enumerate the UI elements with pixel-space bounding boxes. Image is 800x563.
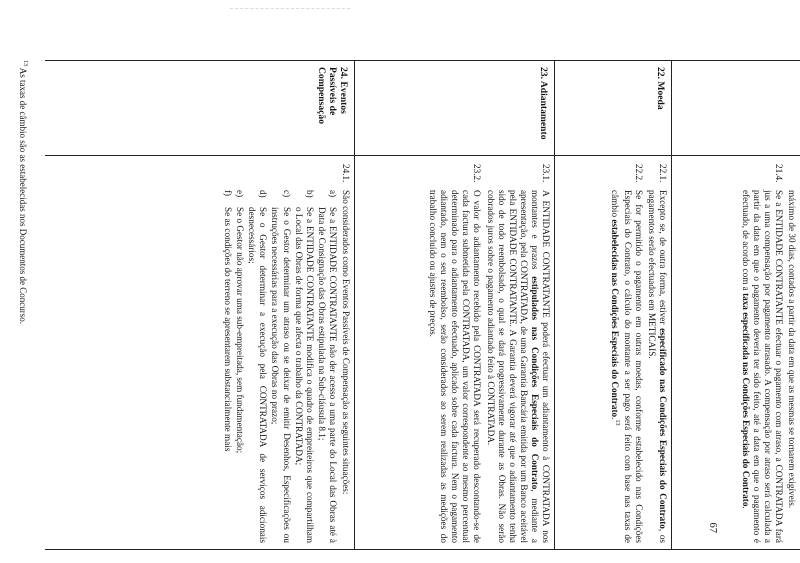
footnote-mark: 13 — [22, 60, 28, 66]
clause-21-label-cell — [672, 61, 800, 156]
clause-21-row — [672, 60, 800, 550]
clause-text: O valor do adiantamento recebido pela CONTRATADA será recuperado descontando-se de cada factura submetida pela CONTRATADA, um valor correspondente ao mesmo percentual determinado para o adiantamento efectuado, aplicado sobre cada factura. Nem o pagamento adiantado, nem o seu reembolso, serão considerados ao serem realizadas as medições do trabalho concluído ou ajustes de preços. — [428, 190, 483, 543]
event-list — [222, 182, 338, 543]
scan-artifact — [230, 8, 350, 13]
clause-21-content — [672, 156, 800, 549]
item-text: Se as condições do terreno se apresentarem substancialmente mais — [223, 207, 234, 452]
item-letter: f) — [223, 190, 234, 197]
item-text: Se o Gestor não aprovar uma sub-empreitada, sem fundamentação; — [235, 207, 246, 454]
list-item — [316, 190, 338, 543]
clause-22-row — [555, 60, 672, 550]
clause-number: 22.1. — [658, 164, 668, 183]
item-letter: b) — [304, 190, 315, 198]
clause-number: 23.2. — [472, 164, 483, 183]
clause-number: 21.4. — [773, 164, 784, 183]
list-item — [246, 190, 268, 543]
clause-text: . — [609, 417, 620, 420]
clause-21-4 — [740, 164, 784, 543]
clause-text: , os pagamentos serão efectuados em METICAIS. — [646, 190, 668, 543]
clause-22-2 — [608, 164, 643, 543]
list-item — [269, 190, 291, 543]
clause-24-row — [45, 60, 355, 550]
list-item — [293, 190, 315, 543]
clause-22-1 — [646, 164, 668, 543]
item-text: Se a ENTIDADE CONTRATANTE modifica o quadro de empreiteiros que compartilham o Local das Obras de forma que afecta o trabalho da CONTRATADA; — [293, 207, 315, 543]
clause-23-2 — [427, 164, 482, 543]
clause-23-content — [355, 156, 554, 549]
item-letter: d) — [258, 190, 269, 198]
item-letter: e) — [235, 190, 246, 198]
clause-text: . — [740, 506, 751, 509]
clause-24-label: 24. Eventos Passíveis de Compensação — [45, 61, 354, 156]
clause-23-label: 23. Adiantamento — [355, 61, 554, 156]
page-number: 67 — [707, 522, 718, 533]
clause-24-content — [45, 156, 354, 549]
clause-text: Se for permitido o pagamento em outras moedas, conforme estabelecido nas Condições Especiais do Contrato, o cálculo do montante a ser pago será feito com base nas taxas de câmbio — [609, 190, 644, 543]
clause-22-content — [555, 156, 671, 549]
item-text: Se o Gestor determinar a execução pela CONTRATADA de serviços adicionais desnecessários; — [247, 207, 269, 543]
clause-bold-text: estabelecidas nas Condições Especiais do Contrato — [609, 219, 620, 418]
item-text: Se o Gestor determinar um atraso ou se deixar de emitir Desenhos, Especificações ou instruções necessárias para a execução das Obras no prazo; — [270, 207, 292, 543]
list-item — [234, 190, 245, 543]
item-letter: a) — [327, 190, 338, 198]
list-item — [222, 190, 233, 543]
clause-bold-text: especificado nas Condições Especiais do Contrato — [658, 328, 668, 529]
clause-text: Se a ENTIDADE CONTRATANTE efectuar o pagamento com atraso, a CONTRATADA fará jus a uma compensação por pagamento atrasado. A compensação por atraso será calculada a partir da data em que o pagamento deveria ter sido feito, até a data em que o pagamento é efectuado, de acordo com a — [740, 190, 784, 543]
clause-number: 24.1. — [341, 164, 351, 183]
item-letter: c) — [281, 190, 292, 198]
clause-24-1 — [340, 164, 351, 543]
clause-number: 22.2. — [633, 164, 644, 183]
footnote-reference: 13 — [613, 419, 620, 426]
footnote-text: As taxas de câmbio são as estabelecidas nos Documentos de Concurso. — [18, 67, 28, 324]
clause-22-label: 22. Moeda — [555, 61, 671, 156]
footnote — [17, 60, 30, 540]
item-text: Se a ENTIDADE CONTRATANTE não der acesso a uma parte do Local das Obras até à Data de Consignação das Obras estipulada na Sub-cláusula 8.1; — [316, 207, 338, 543]
clause-23-row — [355, 60, 555, 550]
clause-23-1 — [484, 164, 551, 543]
clause-number: 23.1. — [541, 164, 551, 183]
clause-text: , mediante a apresentação, pela CONTRATADA, de uma Garantia Bancária emitida por um Banco aceitável pela ENTIDADE CONTRATANTE. A Garantia deverá vigorar até que o adiantamento tenha sido de todo reembolsado, o qual se dará progressivamente durante as Obras. Não serão cobrados juros sobre o pagamento adiantado feito à CONTRATADA. — [485, 190, 540, 543]
clause-21-3-continuation: máximo de 30 dias, contados a partir da data em que as mesmas se tornarem exigíveis. — [787, 190, 797, 509]
clause-text: Excepto se, de outra forma, estiver — [658, 190, 668, 329]
clause-bold-text: taxa especificada nas Condições Especiais do Contrato — [740, 293, 751, 507]
clause-text: São considerados como Eventos Passíveis de Compensação as seguintes situações: — [341, 190, 351, 495]
clause-bold-text: estipulados nas Condições Especiais do Contrato — [529, 276, 540, 490]
clause-text: A ENTIDADE CONTRATANTE poderá efectuar um adiantamento à CONTRATADA nos montantes e prazos — [529, 190, 551, 543]
